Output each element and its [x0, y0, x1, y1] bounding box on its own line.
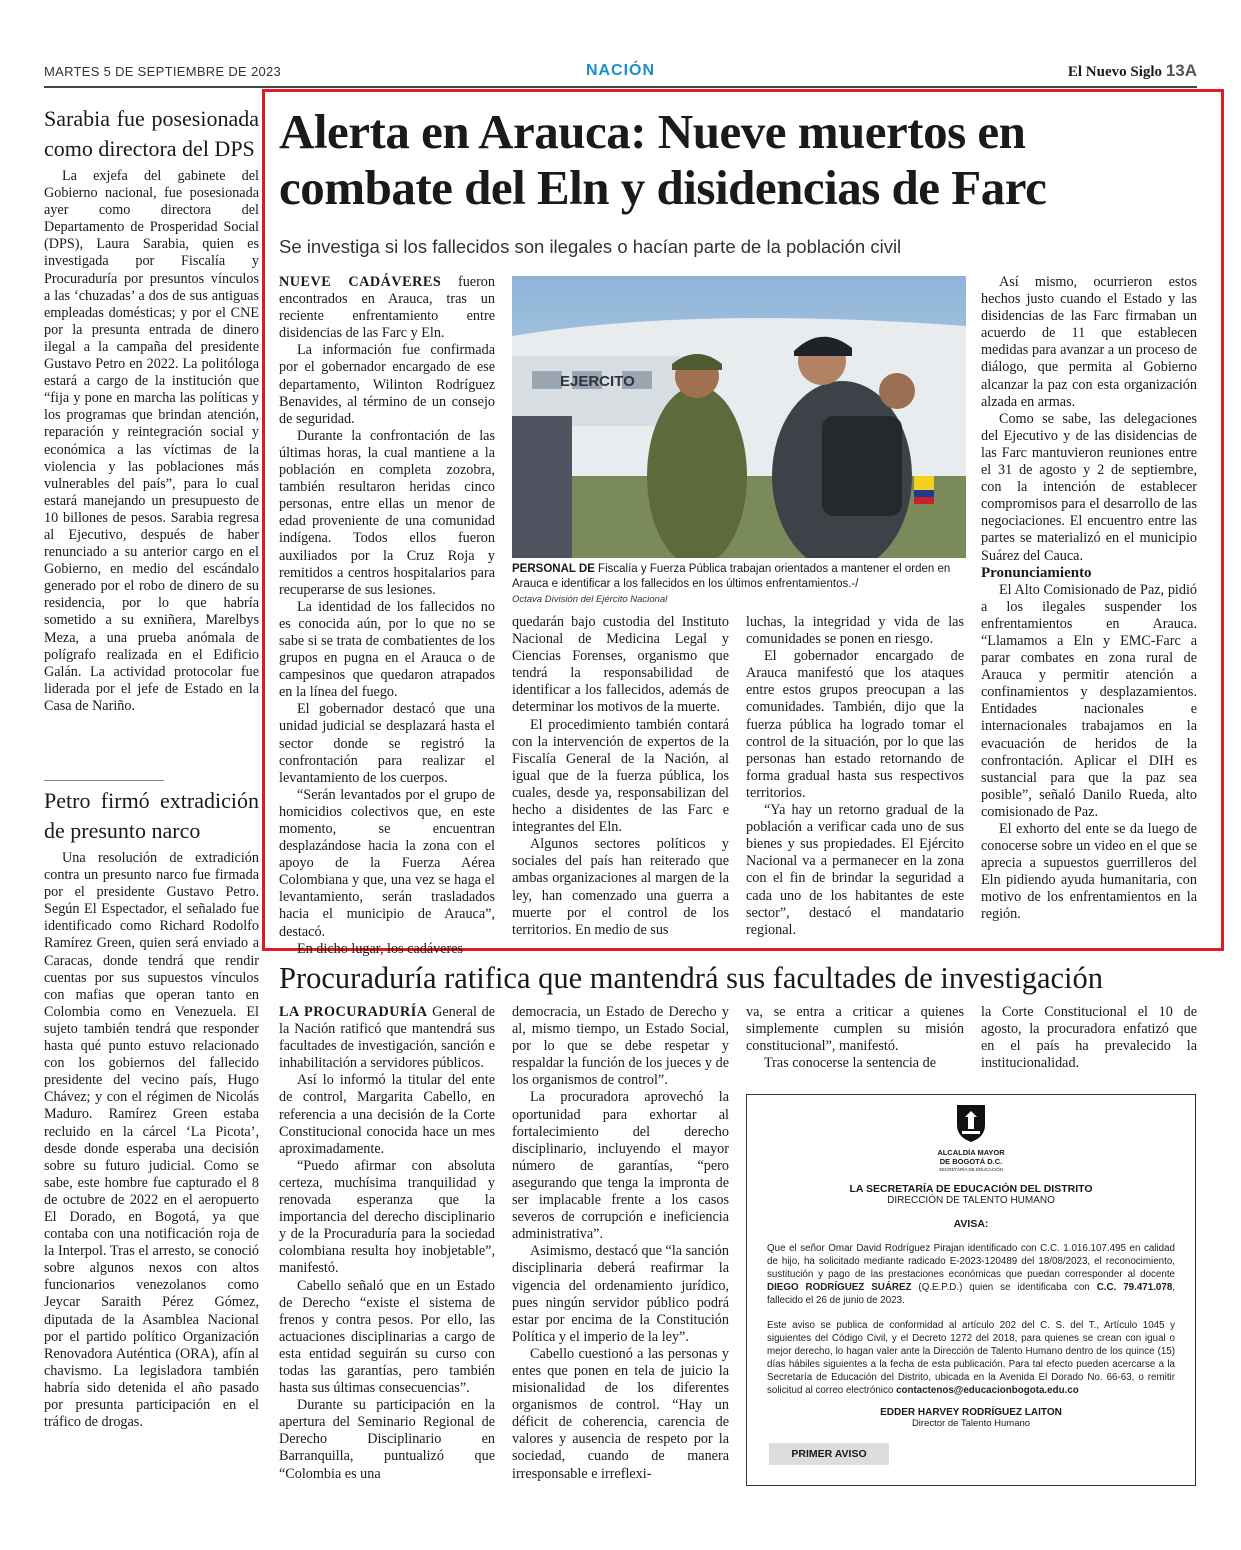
article-paragraph: “Ya hay un retorno gradual de la población a verificar cada uno de sus bienes y sus propiedades. El Ejército Nacional va a permanecer en la zona con el fin de brindar la seguridad a cada uno de los habitantes de este sector”, destacó el mandatario regional.: [746, 802, 964, 938]
article-paragraph: Tras conocerse la sentencia de: [764, 1055, 937, 1072]
ad-text: Este aviso se publica de conformidad al artículo 202 del C. S. del T., Artículo 1045 y siguientes del Código Civil, y el Decreto 1272 del 2018, para quienes se crean con igual o mejor derecho, lo hagan valer ante la Dirección de Talento Humano dentro de los quince (15) días hábiles siguientes a la fecha de esta publicación. Para tal efecto pueden acercarse a la Secretaría de Educación del Distrito, ubicada en la Avenida El Dorado No. 66-63, o remitir solicitud al correo electrónico: [767, 1320, 1175, 1396]
ad-avisa: AVISA:: [953, 1218, 989, 1230]
sidebar-story-sarabia: [44, 104, 259, 715]
photo-illustration: [512, 276, 966, 558]
article-paragraph: “Puedo afirmar con absoluta certeza, muchísima tranquilidad y renovada esperanza que la importancia del derecho disciplinario y de la Procuraduría para la sociedad colombiana resulta hoy inobjetable”, manifestó.: [279, 1157, 495, 1277]
main-column-4: [981, 274, 1197, 924]
article-paragraph: En dicho lugar, los cadáveres: [297, 940, 464, 957]
main-column-3: [746, 614, 964, 939]
page-date: MARTES 5 DE SEPTIEMBRE DE 2023: [44, 64, 282, 79]
article-paragraph: Cabello señaló que en un Estado de Derecho “existe el sistema de frenos y contra pesos. Por ello, las actuaciones disciplinarias a cargo de esta entidad seguirán su curso con todas las garantías, pero también hasta sus últimas consecuencias”.: [279, 1277, 495, 1397]
article-paragraph: Durante su participación en la apertura del Seminario Regional de Derecho Disciplinario en Barranquilla, puntualizó que “Colombia es una: [279, 1397, 495, 1482]
article-paragraph: La identidad de los fallecidos no es conocida aún, por lo que no se sabe si se trata de combatientes de los grupos en pugna en el Arauca o de campesinos que quedaron atrapados en la línea del fuego.: [279, 598, 495, 701]
lead-in-text: fueron encontrados en Arauca, tras un reciente enfrentamiento entre disidencias de las Farc y Eln.: [279, 274, 495, 342]
article-paragraph: La procuradora aprovechó la oportunidad para exhortar al fortalecimiento del derecho disciplinario, incluyendo el mayor número de garantías, “pero asegurando que tenga la impronta de ser implacable frente a los casos severos de corrupción e ineficiencia administrativa”.: [512, 1089, 729, 1243]
deceased-name: DIEGO RODRÍGUEZ SUÁREZ: [767, 1282, 912, 1293]
second-column-1: [279, 1004, 495, 1483]
article-paragraph: va, se entra a criticar a quienes simplemente cumplen su misión constitucional”, manifestó.: [746, 1004, 964, 1055]
article-paragraph: El gobernador destacó que una unidad judicial se desplazará hasta el sector donde se registró la confrontación para realizar el levantamiento de los cuerpos.: [279, 701, 495, 786]
article-paragraph: El Alto Comisionado de Paz, pidió a los ilegales suspender los enfrentamientos en Arauca. “Llamamos a Eln y EMC-Farc a parar combates en zona rural de Arauca y permitir atención a confinamientos y desplazamientos. Entidades nacionales e internacionales trabajamos en la evacuación de heridos de la confrontación. Aplicar el DIH es sustancial para que la paz sea posible”, señaló Danilo Rueda, alto comisionado de Paz.: [981, 581, 1197, 820]
second-column-2: [512, 1004, 729, 1483]
section-label: NACIÓN: [585, 62, 656, 79]
article-paragraph: Algunos sectores políticos y sociales del país han reiterado que ambas organizaciones al margen de la ley, han comenzado una guerra a muerte por el control de los territorios. En medio de sus: [512, 836, 729, 938]
id-number: C.C. 79.471.078: [1096, 1282, 1173, 1293]
photo-credit: Octava División del Ejército Nacional: [512, 594, 668, 605]
ad-text: , fallecido el 26 de junio de 2023.: [767, 1282, 1175, 1306]
sidebar-story-petro: [44, 786, 259, 1431]
legal-notice-ad: [746, 1094, 1196, 1486]
article-paragraph: “Serán levantados por el grupo de homicidios colectivos que, en este momento, se encuentran desplazándose hacia la zona con el apoyo de la Fuerza Aérea Colombiana y que, una vez se haga el levantamiento, serán trasladados hacia el municipio de Arauca”, destacó.: [279, 786, 495, 940]
plane-label: EJERCITO: [560, 373, 635, 390]
coat-of-arms-icon: [954, 1103, 988, 1143]
main-subheadline: Se investiga si los fallecidos son ilegales o hacían parte de la población civil: [279, 236, 902, 257]
bogota-logo: [767, 1103, 1175, 1173]
main-column-1: [279, 274, 495, 958]
article-paragraph: Cabello cuestionó a las personas y entes que ponen en tela de juicio la misionalidad de los diferentes organismos de control. “Hay un déficit de coherencia, carencia de valores y ausencia de respeto por la sociedad, cuando de manera irresponsable e irreflexi-: [512, 1345, 729, 1482]
ad-org: LA SECRETARÍA DE EDUCACIÓN DEL DISTRITO: [849, 1183, 1093, 1195]
sidebar-story-body: Una resolución de extradición contra un presunto narco fue firmada por el presidente Gustavo Petro. Según El Espectador, el señalado fue identificado como Richard Rodolfo Ramírez Green, quien será enviado a Caracas, donde tendrá que rendir cuentas por sus supuestos vínculos con mafias que operan tanto en Colombia como en Venezuela. El sujeto también tendrá que responder hasta qué punto estuvo relacionado con los gobiernos del fallecido presidente del vecino país, Hugo Chávez; y con el régimen de Nicolás Maduro. Ramírez Green estaba recluido en la cárcel ‘La Picota’, desde donde esperaba una decisión sobre su futuro judicial. Como se sabe, este hombre fue capturado el 8 de octubre de 2022 en el aeropuerto El Dorado, en Bogotá, ya que contaba con una notificación roja de la Interpol. Tras el arresto, se conoció sobre algunos nexos con altos funcionarios venezolanos como Jeycar Saraith Pérez Gómez, diputada de la Asamblea Nacional por el partido político Organización Renovadora Auténtica (ORA), afín al chavismo. La legisladora también habría sido detenida el año pasado por presunta participación en el tráfico de drogas.: [44, 850, 259, 1431]
article-paragraph: Así mismo, ocurrieron estos hechos justo cuando el Estado y las disidencias de las Farc firmaban un acuerdo de 11 que establecen medidas para avanzar a un proceso de diálogo, que permita al Gobierno alcanzar la paz con esta organización alzada en armas.: [981, 274, 1197, 410]
sidebar-story-title: Sarabia fue posesionada como directora del DPS: [44, 106, 259, 161]
second-headline: Procuraduría ratifica que mantendrá sus facultades de investigación: [279, 961, 1104, 995]
section-subhead: Pronunciamiento: [981, 564, 1092, 581]
header-rule: [44, 86, 1197, 88]
article-paragraph: [279, 1004, 495, 1072]
sidebar-story-title: Petro firmó extradición de presunto narco: [44, 788, 259, 843]
ad-text: Que el señor Omar David Rodríguez Pirajan identificado con C.C. 1.016.107.495 en calidad de hijo, ha solicitado mediante radicado E-2023-120489 del 18/08/2023, el reconocimiento, sustitución y pago de las prestaciones económicas que puedan corresponder al docente: [767, 1243, 1175, 1280]
ad-paragraph-2: [767, 1319, 1175, 1397]
article-paragraph: quedarán bajo custodia del Instituto Nacional de Medicina Legal y Ciencias Forenses, organismo que tendrá la responsabilidad de identificar a los fallecidos, además de determinar los motivos de la muerte.: [512, 614, 729, 716]
ad-dept: DIRECCIÓN DE TALENTO HUMANO: [887, 1195, 1055, 1206]
news-photo: [512, 276, 966, 558]
article-paragraph: El procedimiento también contará con la intervención de expertos de la Fiscalía General de la Nación, al igual que de la fuerza pública, los cuales, desde ya, responsabilizan del hecho a disidentes de las Farc e integrantes del Eln.: [512, 716, 729, 836]
article-paragraph: luchas, la integridad y vida de las comunidades se ponen en riesgo.: [746, 614, 964, 648]
contact-email: contactenos@educacionbogota.edu.co: [896, 1385, 1079, 1396]
publication-name: El Nuevo Siglo: [1067, 64, 1163, 80]
main-headline: Alerta en Arauca: Nueve muertos en combate del Eln y disidencias de Farc: [279, 104, 1047, 215]
page-number: 13A: [1165, 61, 1197, 80]
article-paragraph: Asimismo, destacó que “la sanción disciplinaria deberá reafirmar la vigencia del ordenamiento jurídico, pues ningún servidor público podrá estar por encima de la Constitución Política y el imperio de la ley”.: [512, 1243, 729, 1345]
article-paragraph: Así lo informó la titular del ente de control, Margarita Cabello, en referencia a una decisión de la Corte Constitucional conocida hace un mes aproximadamente.: [279, 1072, 495, 1157]
article-paragraph: La información fue confirmada por el gobernador encargado de ese departamento, Wilinton Rodríguez Benavides, al término de un consejo de seguridad.: [279, 342, 495, 427]
logo-text-2: DE BOGOTÁ D.C.: [939, 1157, 1003, 1166]
logo-text-3: SECRETARÍA DE EDUCACIÓN: [939, 1167, 1003, 1172]
lead-in: LA PROCURADURÍA: [279, 1004, 428, 1020]
ad-paragraph-1: [767, 1242, 1175, 1307]
caption-lead: PERSONAL DE: [512, 563, 595, 575]
article-paragraph: [279, 274, 495, 342]
lead-in-text: General de la Nación ratificó que mantendrá sus facultades de investigación, sanción e inhabilitación a servidores públicos.: [279, 1004, 495, 1072]
ad-signer-title: Director de Talento Humano: [911, 1418, 1031, 1429]
publication-masthead: [1068, 61, 1197, 81]
ad-signer: EDDER HARVEY RODRÍGUEZ LAITON: [880, 1407, 1062, 1418]
photo-caption: [512, 562, 966, 607]
article-paragraph: la Corte Constitucional el 10 de agosto, la procuradora enfatizó que en el país ha prevalecido la institucionalidad.: [981, 1004, 1197, 1072]
notice-badge: PRIMER AVISO: [769, 1443, 889, 1465]
ad-text: (Q.E.P.D.) quien se identificaba con: [911, 1282, 1097, 1293]
article-paragraph: El gobernador encargado de Arauca manifestó que los ataques entre estos grupos preocupan a las comunidades. También, dijo que la fuerza pública ha logrado tomar el control de la situación, por lo que las personas han estado retornando de forma gradual hasta sus respectivos territorios.: [746, 648, 964, 801]
logo-text-1: ALCALDÍA MAYOR: [937, 1148, 1005, 1157]
second-column-4: [981, 1004, 1197, 1072]
sidebar-story-body: La exjefa del gabinete del Gobierno nacional, fue posesionada ayer como directora del Departamento de Prosperidad Social (DPS), Laura Sarabia, quien es investigada por Fiscalía y Procuraduría por presuntos vínculos a las ‘chuzadas’ a dos de sus antiguas empleadas domésticas; y por el CNE por la presunta entrada de dinero ilegal a la campaña del presidente Gustavo Petro en 2022. La politóloga estará a cargo de la institución que “fija y pone en marcha las políticas y los programas que brindan atención, reparación y reintegración social y económica a las víctimas de la violencia y las poblaciones más vulnerables del país”, para lo cual estará manejando un presupuesto de 10 billones de pesos. Sarabia regresa al Ejecutivo, después de haber renunciado a su anterior cargo en el Gobierno, en medio del escándalo generado por el robo de dinero de su residencia, por lo que habría sometido a su exniñera, Marelbys Meza, a una prueba anómala de polígrafo realizada en el Edificio Galán. La actividad protocolar fue liderada por el jefe de Estado en la Casa de Nariño.: [44, 168, 259, 714]
article-paragraph: Como se sabe, las delegaciones del Ejecutivo y de las disidencias de las Farc mantuvieron reuniones entre el 31 de agosto y 2 de septiembre, con la intención de establecer compromisos para el desarrollo de las negociaciones. El encuentro entre las partes se materializó en el municipio Suárez del Cauca.: [981, 410, 1197, 564]
lead-in: NUEVE CADÁVERES: [279, 274, 442, 290]
caption-text: Fiscalía y Fuerza Pública trabajan orientados a mantener el orden en Arauca e identificar a los fallecidos en los últimos enfrentamientos.-/: [512, 563, 951, 590]
second-column-3: [746, 1004, 964, 1072]
article-paragraph: Durante la confrontación de las últimas horas, la cual mantiene a la población en completa zozobra, también resultaron heridas cinco personas, entre ellas un menor de edad proveniente de una comunidad indígena. Todos ellos fueron auxiliados por la Cruz Roja y remitidos a centros hospitalarios para recuperarse de sus lesiones.: [279, 427, 495, 598]
sidebar-divider: [44, 780, 164, 781]
article-paragraph: El exhorto del ente se da luego de conocerse sobre un video en el que se aprecia a supuestos guerrilleros del Eln pidiendo ayuda humanitaria, con motivo de los enfrentamientos en la región.: [981, 821, 1197, 923]
article-paragraph: democracia, un Estado de Derecho y al, mismo tiempo, un Estado Social, por lo que se debe respetar y respaldar la función de los jueces y de los organismos de control”.: [512, 1004, 729, 1089]
main-column-2: [512, 614, 729, 939]
